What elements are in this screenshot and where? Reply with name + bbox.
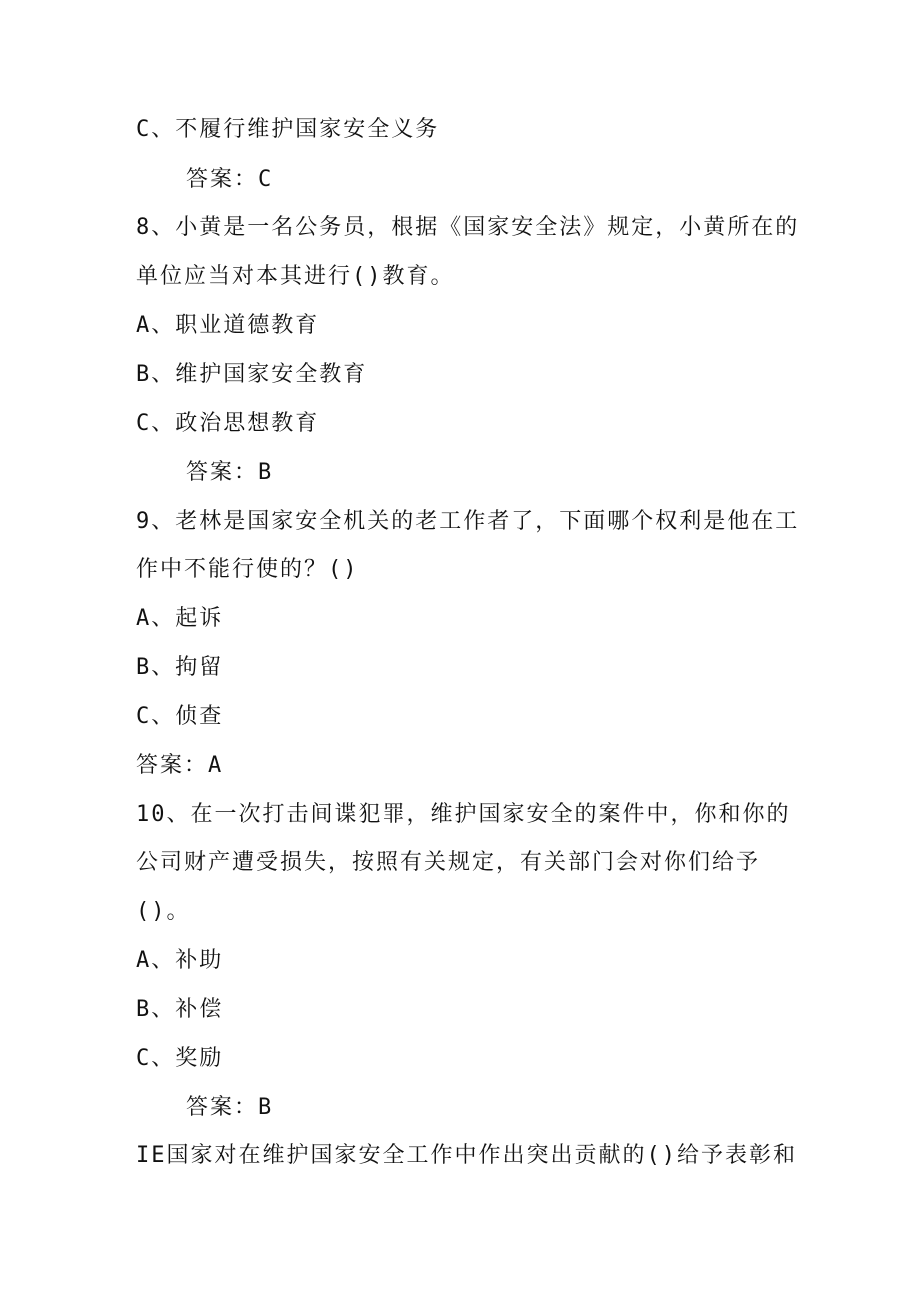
q8-question-line-1: 8、小黄是一名公务员，根据《国家安全法》规定，小黄所在的 (136, 215, 800, 240)
q8-question-line-2: 单位应当对本其进行()教育。 (136, 264, 455, 289)
q11-question-line-1: IE国家对在维护国家安全工作中作出突出贡献的()给予表彰和 (136, 1143, 797, 1168)
q8-option-c: C、政治思想教育 (136, 411, 320, 436)
q10-option-c: C、奖励 (136, 1046, 224, 1071)
q10-option-a: A、补助 (136, 948, 224, 973)
q10-answer: 答案：B (186, 1095, 274, 1120)
q9-option-b: B、拘留 (136, 655, 224, 680)
q10-question-line-2: 公司财产遭受损失，按照有关规定，有关部门会对你们给予 (136, 850, 761, 875)
q8-option-a: A、职业道德教育 (136, 313, 320, 338)
q10-question-line-1: 10、在一次打击间谍犯罪，维护国家安全的案件中，你和你的 (136, 802, 791, 827)
q9-option-a: A、起诉 (136, 606, 224, 631)
q7-answer: 答案：C (186, 167, 274, 192)
q9-answer: 答案：A (136, 753, 224, 778)
q10-question-line-3: ()。 (136, 899, 191, 924)
q8-option-b: B、维护国家安全教育 (136, 362, 368, 387)
q9-question-line-1: 9、老林是国家安全机关的老工作者了，下面哪个权利是他在工 (136, 509, 800, 534)
q9-option-c: C、侦查 (136, 704, 224, 729)
q9-question-line-2: 作中不能行使的？() (136, 557, 359, 582)
q7-option-c: C、不履行维护国家安全义务 (136, 117, 440, 142)
q10-option-b: B、补偿 (136, 997, 224, 1022)
q8-answer: 答案：B (186, 460, 274, 485)
